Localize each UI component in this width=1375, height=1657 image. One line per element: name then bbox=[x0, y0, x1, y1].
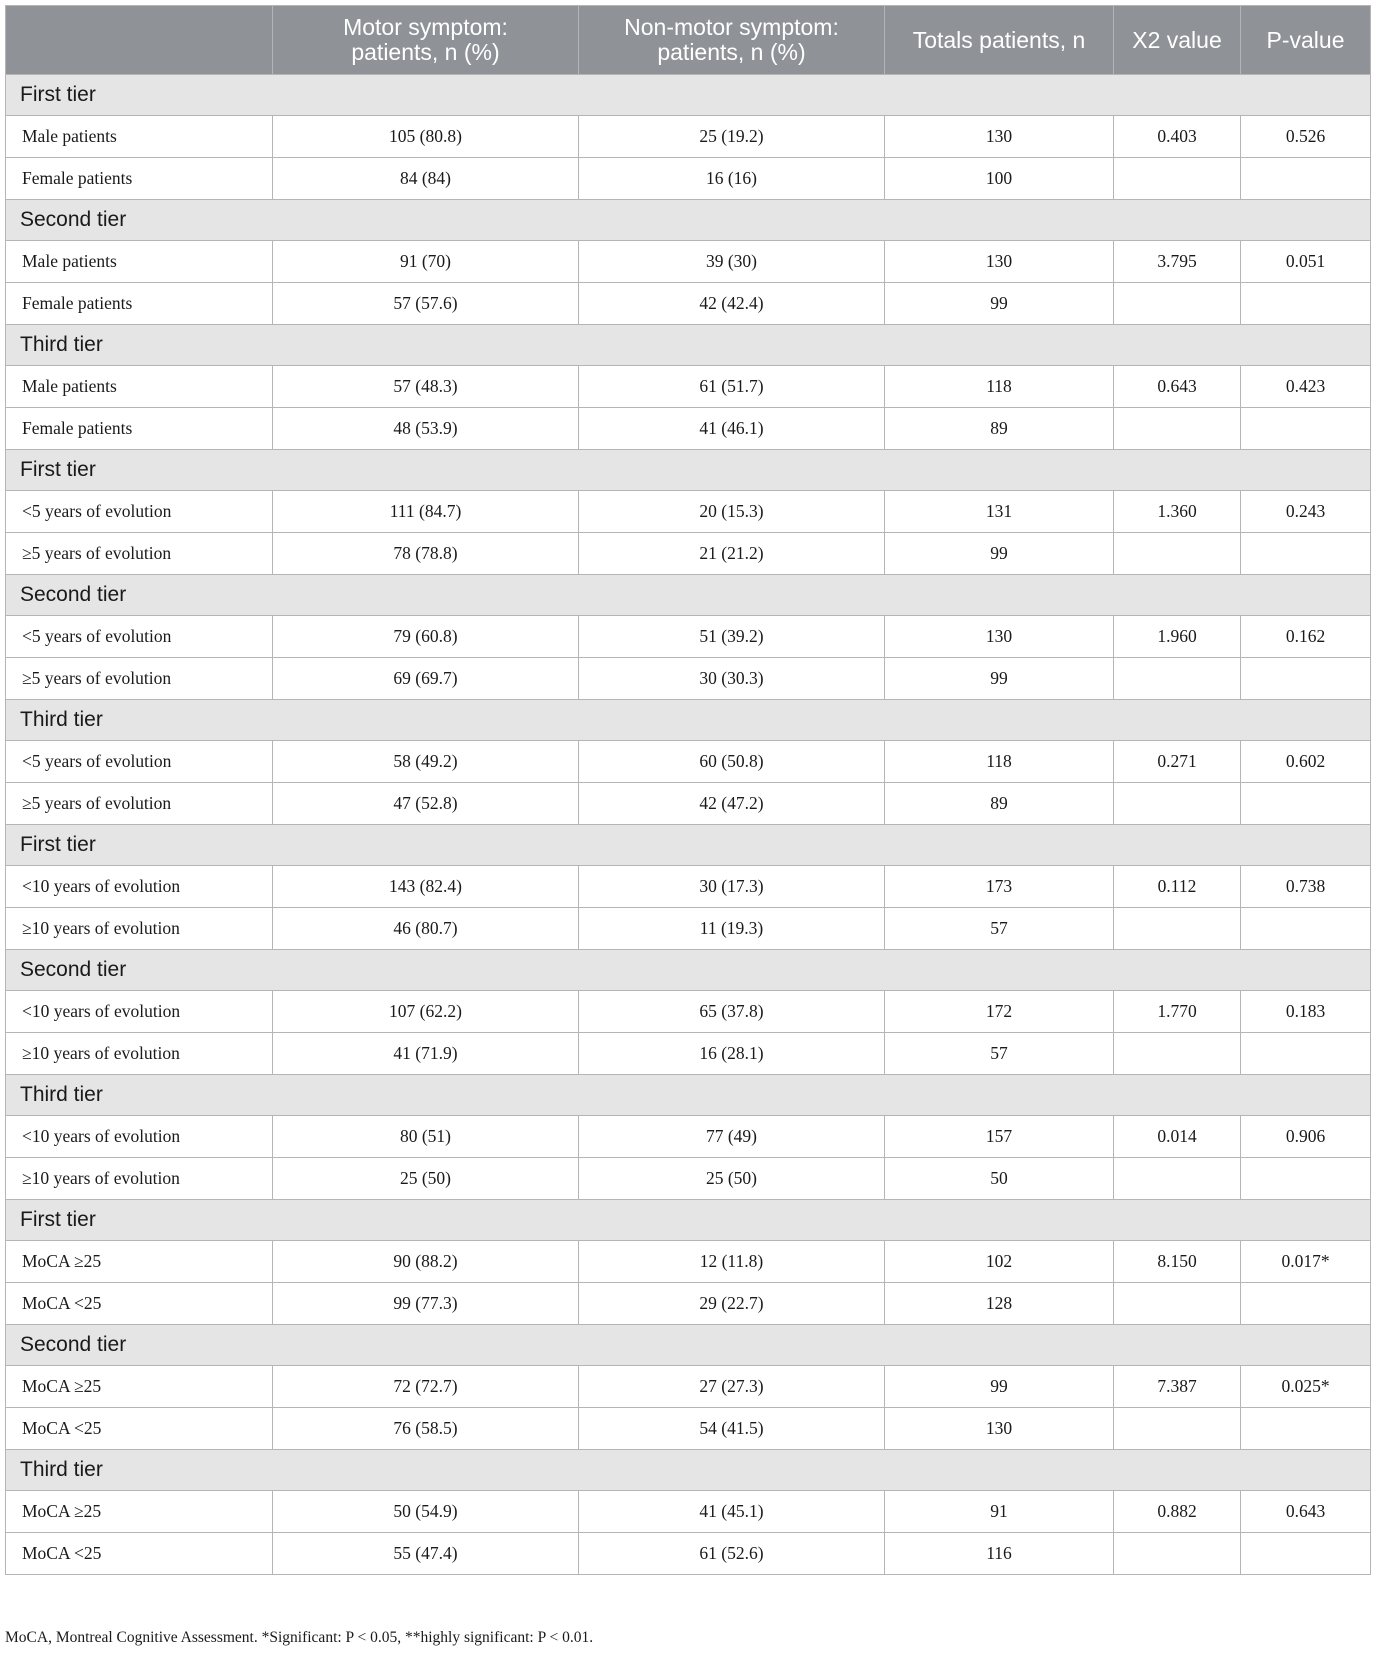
section-row bbox=[6, 1075, 1371, 1116]
motor-cell: 57 (57.6) bbox=[273, 283, 579, 325]
table-row bbox=[6, 1533, 1371, 1575]
p-value-cell bbox=[1241, 1533, 1371, 1575]
section-label: Third tier bbox=[6, 1075, 1371, 1116]
section-row bbox=[6, 1450, 1371, 1491]
nonmotor-cell: 65 (37.8) bbox=[579, 991, 885, 1033]
total-cell: 116 bbox=[885, 1533, 1114, 1575]
table-row bbox=[6, 866, 1371, 908]
chi-square-cell: 0.271 bbox=[1114, 741, 1241, 783]
table-container bbox=[5, 5, 1370, 1575]
nonmotor-cell: 54 (41.5) bbox=[579, 1408, 885, 1450]
nonmotor-cell: 42 (42.4) bbox=[579, 283, 885, 325]
section-label: First tier bbox=[6, 75, 1371, 116]
total-cell: 57 bbox=[885, 1033, 1114, 1075]
table-row bbox=[6, 908, 1371, 950]
total-cell: 102 bbox=[885, 1241, 1114, 1283]
chi-square-cell bbox=[1114, 1283, 1241, 1325]
nonmotor-cell: 12 (11.8) bbox=[579, 1241, 885, 1283]
section-row bbox=[6, 75, 1371, 116]
p-value-cell: 0.183 bbox=[1241, 991, 1371, 1033]
row-label-cell: Male patients bbox=[6, 116, 273, 158]
table-row bbox=[6, 1033, 1371, 1075]
total-cell: 172 bbox=[885, 991, 1114, 1033]
chi-square-cell: 3.795 bbox=[1114, 241, 1241, 283]
motor-cell: 47 (52.8) bbox=[273, 783, 579, 825]
row-label-cell: <10 years of evolution bbox=[6, 866, 273, 908]
nonmotor-cell: 25 (19.2) bbox=[579, 116, 885, 158]
nonmotor-cell: 16 (16) bbox=[579, 158, 885, 200]
nonmotor-cell: 21 (21.2) bbox=[579, 533, 885, 575]
chi-square-cell bbox=[1114, 1533, 1241, 1575]
p-value-cell bbox=[1241, 533, 1371, 575]
section-label: Second tier bbox=[6, 200, 1371, 241]
p-value-cell bbox=[1241, 1408, 1371, 1450]
header-p-value: P-value bbox=[1241, 6, 1371, 75]
motor-cell: 90 (88.2) bbox=[273, 1241, 579, 1283]
total-cell: 89 bbox=[885, 783, 1114, 825]
section-row bbox=[6, 825, 1371, 866]
total-cell: 89 bbox=[885, 408, 1114, 450]
motor-cell: 107 (62.2) bbox=[273, 991, 579, 1033]
motor-cell: 50 (54.9) bbox=[273, 1491, 579, 1533]
p-value-cell bbox=[1241, 1283, 1371, 1325]
motor-cell: 55 (47.4) bbox=[273, 1533, 579, 1575]
total-cell: 99 bbox=[885, 1366, 1114, 1408]
row-label-cell: ≥5 years of evolution bbox=[6, 533, 273, 575]
row-label-cell: <10 years of evolution bbox=[6, 991, 273, 1033]
header-nonmotor-line1: Non-motor symptom: bbox=[624, 14, 839, 40]
chi-square-cell bbox=[1114, 283, 1241, 325]
p-value-cell: 0.738 bbox=[1241, 866, 1371, 908]
total-cell: 131 bbox=[885, 491, 1114, 533]
total-cell: 130 bbox=[885, 116, 1114, 158]
row-label-cell: <10 years of evolution bbox=[6, 1116, 273, 1158]
motor-cell: 84 (84) bbox=[273, 158, 579, 200]
motor-cell: 78 (78.8) bbox=[273, 533, 579, 575]
total-cell: 91 bbox=[885, 1491, 1114, 1533]
section-label: First tier bbox=[6, 450, 1371, 491]
header-motor bbox=[273, 6, 579, 75]
p-value-cell: 0.423 bbox=[1241, 366, 1371, 408]
nonmotor-cell: 77 (49) bbox=[579, 1116, 885, 1158]
nonmotor-cell: 39 (30) bbox=[579, 241, 885, 283]
motor-cell: 72 (72.7) bbox=[273, 1366, 579, 1408]
header-nonmotor-line2: patients, n (%) bbox=[657, 39, 806, 65]
table-body bbox=[6, 75, 1371, 1575]
motor-cell: 111 (84.7) bbox=[273, 491, 579, 533]
chi-square-cell: 1.960 bbox=[1114, 616, 1241, 658]
p-value-cell: 0.017* bbox=[1241, 1241, 1371, 1283]
total-cell: 130 bbox=[885, 1408, 1114, 1450]
nonmotor-cell: 30 (30.3) bbox=[579, 658, 885, 700]
nonmotor-cell: 16 (28.1) bbox=[579, 1033, 885, 1075]
section-row bbox=[6, 1325, 1371, 1366]
motor-cell: 76 (58.5) bbox=[273, 1408, 579, 1450]
header-motor-line1: Motor symptom: bbox=[343, 14, 508, 40]
motor-cell: 69 (69.7) bbox=[273, 658, 579, 700]
motor-cell: 41 (71.9) bbox=[273, 1033, 579, 1075]
total-cell: 99 bbox=[885, 533, 1114, 575]
nonmotor-cell: 30 (17.3) bbox=[579, 866, 885, 908]
p-value-cell bbox=[1241, 658, 1371, 700]
section-label: First tier bbox=[6, 1200, 1371, 1241]
row-label-cell: <5 years of evolution bbox=[6, 616, 273, 658]
total-cell: 99 bbox=[885, 658, 1114, 700]
p-value-cell bbox=[1241, 283, 1371, 325]
row-label-cell: ≥10 years of evolution bbox=[6, 1158, 273, 1200]
total-cell: 173 bbox=[885, 866, 1114, 908]
row-label-cell: Female patients bbox=[6, 283, 273, 325]
chi-square-cell bbox=[1114, 1158, 1241, 1200]
motor-cell: 57 (48.3) bbox=[273, 366, 579, 408]
row-label-cell: Female patients bbox=[6, 158, 273, 200]
section-row bbox=[6, 1200, 1371, 1241]
p-value-cell bbox=[1241, 1158, 1371, 1200]
motor-cell: 58 (49.2) bbox=[273, 741, 579, 783]
chi-square-cell bbox=[1114, 158, 1241, 200]
row-label-cell: MoCA <25 bbox=[6, 1408, 273, 1450]
p-value-cell bbox=[1241, 408, 1371, 450]
nonmotor-cell: 27 (27.3) bbox=[579, 1366, 885, 1408]
chi-square-cell bbox=[1114, 783, 1241, 825]
motor-cell: 143 (82.4) bbox=[273, 866, 579, 908]
table-row bbox=[6, 366, 1371, 408]
row-label-cell: ≥10 years of evolution bbox=[6, 908, 273, 950]
chi-square-cell: 1.360 bbox=[1114, 491, 1241, 533]
table-row bbox=[6, 283, 1371, 325]
total-cell: 130 bbox=[885, 241, 1114, 283]
chi-square-cell: 1.770 bbox=[1114, 991, 1241, 1033]
row-label-cell: ≥5 years of evolution bbox=[6, 658, 273, 700]
p-value-cell: 0.243 bbox=[1241, 491, 1371, 533]
table-row bbox=[6, 991, 1371, 1033]
motor-cell: 48 (53.9) bbox=[273, 408, 579, 450]
section-label: First tier bbox=[6, 825, 1371, 866]
table-row bbox=[6, 241, 1371, 283]
chi-square-cell: 0.014 bbox=[1114, 1116, 1241, 1158]
chi-square-cell: 7.387 bbox=[1114, 1366, 1241, 1408]
p-value-cell: 0.162 bbox=[1241, 616, 1371, 658]
p-value-cell: 0.602 bbox=[1241, 741, 1371, 783]
section-label: Second tier bbox=[6, 575, 1371, 616]
row-label-cell: Male patients bbox=[6, 241, 273, 283]
p-value-cell bbox=[1241, 783, 1371, 825]
table-row bbox=[6, 1366, 1371, 1408]
motor-cell: 91 (70) bbox=[273, 241, 579, 283]
section-label: Third tier bbox=[6, 1450, 1371, 1491]
header-label-column bbox=[6, 6, 273, 75]
section-row bbox=[6, 700, 1371, 741]
footnote: MoCA, Montreal Cognitive Assessment. *Significant: P < 0.05, **highly significant: P < 0.01. bbox=[5, 1629, 594, 1646]
nonmotor-cell: 60 (50.8) bbox=[579, 741, 885, 783]
table-row bbox=[6, 1241, 1371, 1283]
section-row bbox=[6, 200, 1371, 241]
section-label: Second tier bbox=[6, 950, 1371, 991]
table-row bbox=[6, 1491, 1371, 1533]
section-label: Third tier bbox=[6, 325, 1371, 366]
table-row bbox=[6, 158, 1371, 200]
table-row bbox=[6, 116, 1371, 158]
chi-square-cell bbox=[1114, 1408, 1241, 1450]
p-value-cell: 0.526 bbox=[1241, 116, 1371, 158]
section-label: Second tier bbox=[6, 1325, 1371, 1366]
motor-cell: 46 (80.7) bbox=[273, 908, 579, 950]
p-value-cell: 0.025* bbox=[1241, 1366, 1371, 1408]
section-row bbox=[6, 950, 1371, 991]
table-row bbox=[6, 1283, 1371, 1325]
section-row bbox=[6, 325, 1371, 366]
nonmotor-cell: 25 (50) bbox=[579, 1158, 885, 1200]
nonmotor-cell: 41 (46.1) bbox=[579, 408, 885, 450]
row-label-cell: Female patients bbox=[6, 408, 273, 450]
chi-square-cell: 0.112 bbox=[1114, 866, 1241, 908]
section-row bbox=[6, 575, 1371, 616]
row-label-cell: Male patients bbox=[6, 366, 273, 408]
section-label: Third tier bbox=[6, 700, 1371, 741]
row-label-cell: MoCA <25 bbox=[6, 1533, 273, 1575]
data-table bbox=[5, 5, 1371, 1575]
row-label-cell: MoCA ≥25 bbox=[6, 1491, 273, 1533]
p-value-cell: 0.643 bbox=[1241, 1491, 1371, 1533]
header-totals: Totals patients, n bbox=[885, 6, 1114, 75]
chi-square-cell bbox=[1114, 533, 1241, 575]
nonmotor-cell: 42 (47.2) bbox=[579, 783, 885, 825]
motor-cell: 105 (80.8) bbox=[273, 116, 579, 158]
table-row bbox=[6, 783, 1371, 825]
total-cell: 130 bbox=[885, 616, 1114, 658]
row-label-cell: MoCA ≥25 bbox=[6, 1241, 273, 1283]
total-cell: 118 bbox=[885, 741, 1114, 783]
nonmotor-cell: 61 (51.7) bbox=[579, 366, 885, 408]
header-motor-line2: patients, n (%) bbox=[351, 39, 500, 65]
p-value-cell bbox=[1241, 1033, 1371, 1075]
total-cell: 57 bbox=[885, 908, 1114, 950]
nonmotor-cell: 41 (45.1) bbox=[579, 1491, 885, 1533]
chi-square-cell bbox=[1114, 1033, 1241, 1075]
motor-cell: 80 (51) bbox=[273, 1116, 579, 1158]
row-label-cell: MoCA ≥25 bbox=[6, 1366, 273, 1408]
total-cell: 118 bbox=[885, 366, 1114, 408]
chi-square-cell: 0.643 bbox=[1114, 366, 1241, 408]
nonmotor-cell: 20 (15.3) bbox=[579, 491, 885, 533]
nonmotor-cell: 51 (39.2) bbox=[579, 616, 885, 658]
table-row bbox=[6, 616, 1371, 658]
chi-square-cell: 0.403 bbox=[1114, 116, 1241, 158]
row-label-cell: MoCA <25 bbox=[6, 1283, 273, 1325]
header-row bbox=[6, 6, 1371, 75]
motor-cell: 25 (50) bbox=[273, 1158, 579, 1200]
table-row bbox=[6, 741, 1371, 783]
row-label-cell: <5 years of evolution bbox=[6, 741, 273, 783]
nonmotor-cell: 29 (22.7) bbox=[579, 1283, 885, 1325]
nonmotor-cell: 61 (52.6) bbox=[579, 1533, 885, 1575]
table-row bbox=[6, 1408, 1371, 1450]
total-cell: 50 bbox=[885, 1158, 1114, 1200]
table-row bbox=[6, 1158, 1371, 1200]
motor-cell: 79 (60.8) bbox=[273, 616, 579, 658]
table-row bbox=[6, 658, 1371, 700]
motor-cell: 99 (77.3) bbox=[273, 1283, 579, 1325]
row-label-cell: ≥5 years of evolution bbox=[6, 783, 273, 825]
chi-square-cell: 0.882 bbox=[1114, 1491, 1241, 1533]
total-cell: 100 bbox=[885, 158, 1114, 200]
chi-square-cell bbox=[1114, 658, 1241, 700]
row-label-cell: ≥10 years of evolution bbox=[6, 1033, 273, 1075]
header-chi-square: X2 value bbox=[1114, 6, 1241, 75]
p-value-cell bbox=[1241, 158, 1371, 200]
table-row bbox=[6, 1116, 1371, 1158]
header-nonmotor bbox=[579, 6, 885, 75]
p-value-cell: 0.051 bbox=[1241, 241, 1371, 283]
table-row bbox=[6, 491, 1371, 533]
chi-square-cell bbox=[1114, 908, 1241, 950]
row-label-cell: <5 years of evolution bbox=[6, 491, 273, 533]
total-cell: 128 bbox=[885, 1283, 1114, 1325]
table-row bbox=[6, 533, 1371, 575]
chi-square-cell bbox=[1114, 408, 1241, 450]
table-row bbox=[6, 408, 1371, 450]
total-cell: 157 bbox=[885, 1116, 1114, 1158]
p-value-cell bbox=[1241, 908, 1371, 950]
p-value-cell: 0.906 bbox=[1241, 1116, 1371, 1158]
chi-square-cell: 8.150 bbox=[1114, 1241, 1241, 1283]
total-cell: 99 bbox=[885, 283, 1114, 325]
section-row bbox=[6, 450, 1371, 491]
nonmotor-cell: 11 (19.3) bbox=[579, 908, 885, 950]
